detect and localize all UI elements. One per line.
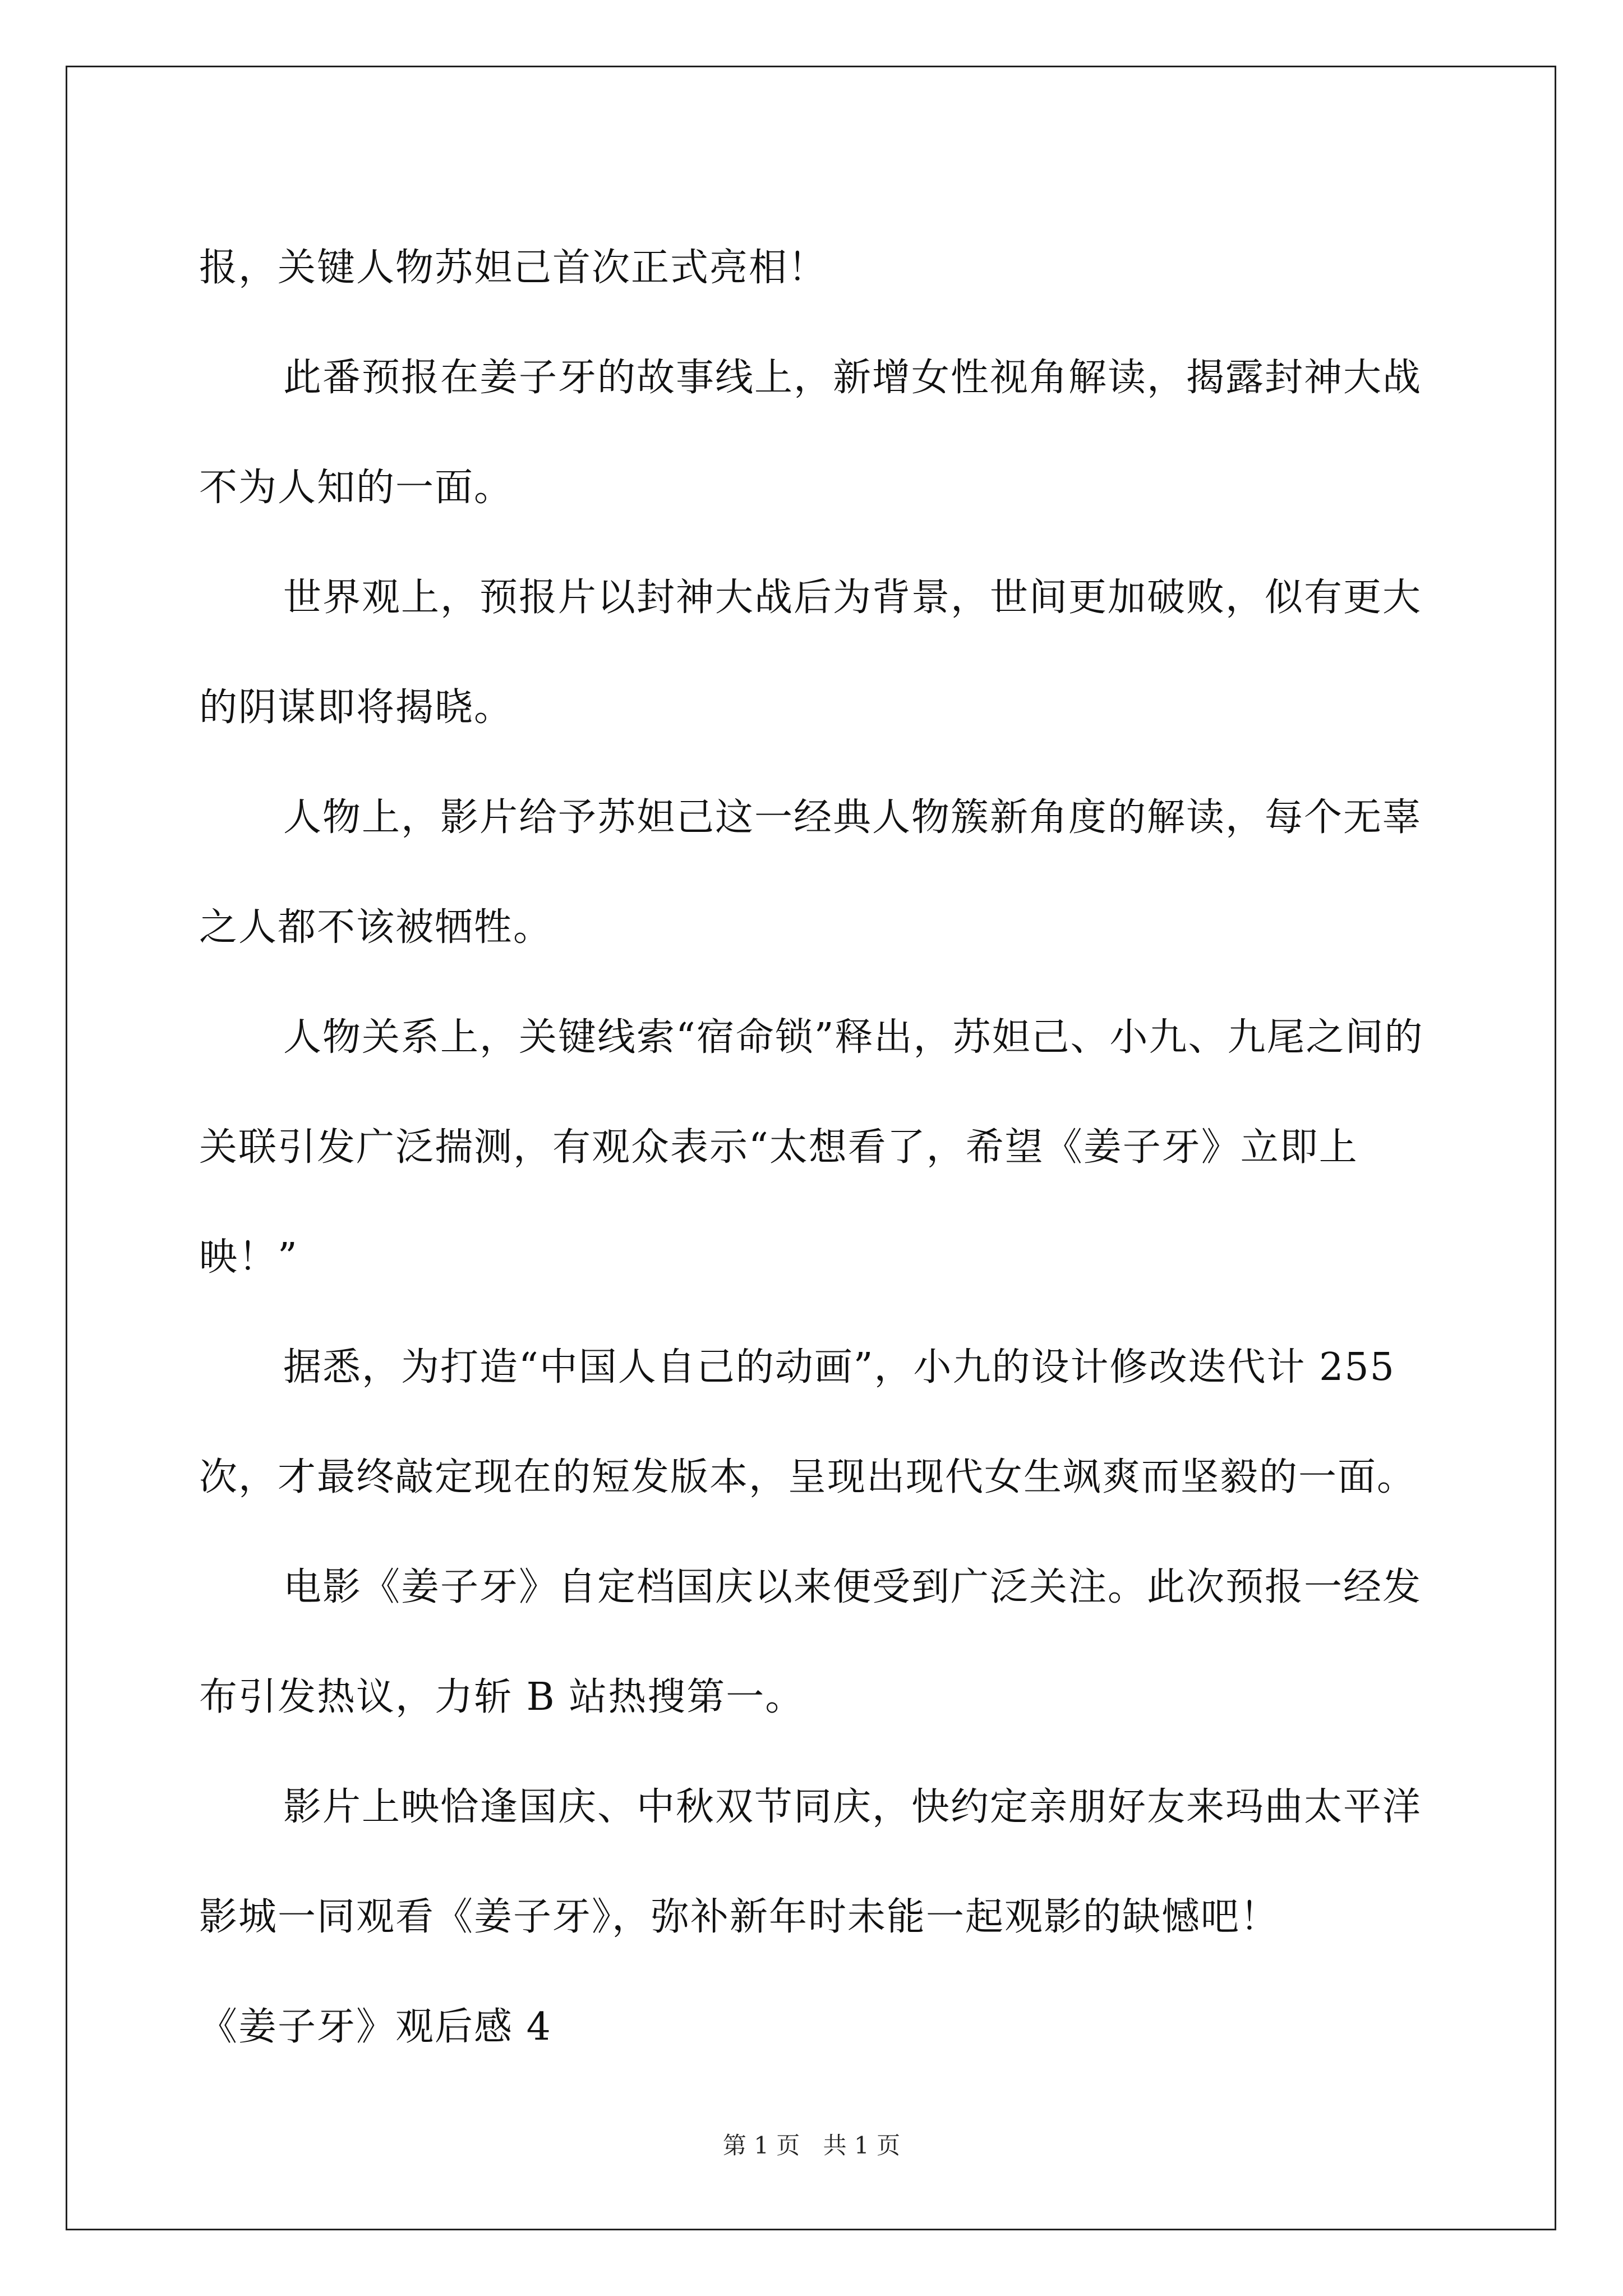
paragraph: 电影《姜子牙》自定档国庆以来便受到广泛关注。此次预报一经发布引发热议，力斩 B 站热搜第一。 — [199, 1565, 1422, 1719]
paragraph: 人物关系上，关键线索“宿命锁”释出，苏妲己、小九、九尾之间的关联引发广泛揣测，有观众表示“太想看了，希望《姜子牙》立即上映！” — [199, 1015, 1424, 1280]
paragraph: 此番预报在姜子牙的故事线上，新增女性视角解读，揭露封神大战不为人知的一面。 — [199, 356, 1422, 510]
section-heading: 《姜子牙》观后感 4 — [199, 2005, 552, 2049]
document-body — [199, 213, 1433, 2082]
paragraph: 据悉，为打造“中国人自己的动画”，小九的设计修改迭代计 255 次，才最终敲定现在的短发版本，呈现出现代女生飒爽而坚毅的一面。 — [199, 1345, 1417, 1499]
paragraph: 世界观上，预报片以封神大战后为背景，世间更加破败，似有更大的阴谋即将揭晓。 — [199, 576, 1422, 730]
paragraph: 人物上，影片给予苏妲己这一经典人物簇新角度的解读，每个无辜之人都不该被牺牲。 — [199, 795, 1422, 950]
page-number: 第 1 页 — [722, 2132, 800, 2159]
page-total: 共 1 页 — [823, 2132, 901, 2159]
page-footer — [0, 2129, 1623, 2162]
paragraph: 影片上映恰逢国庆、中秋双节同庆，快约定亲朋好友来玛曲太平洋影城一同观看《姜子牙》，弥补新年时未能一起观影的缺憾吧！ — [199, 1785, 1422, 1939]
paragraph: 报，关键人物苏妲己首次正式亮相！ — [199, 246, 828, 290]
